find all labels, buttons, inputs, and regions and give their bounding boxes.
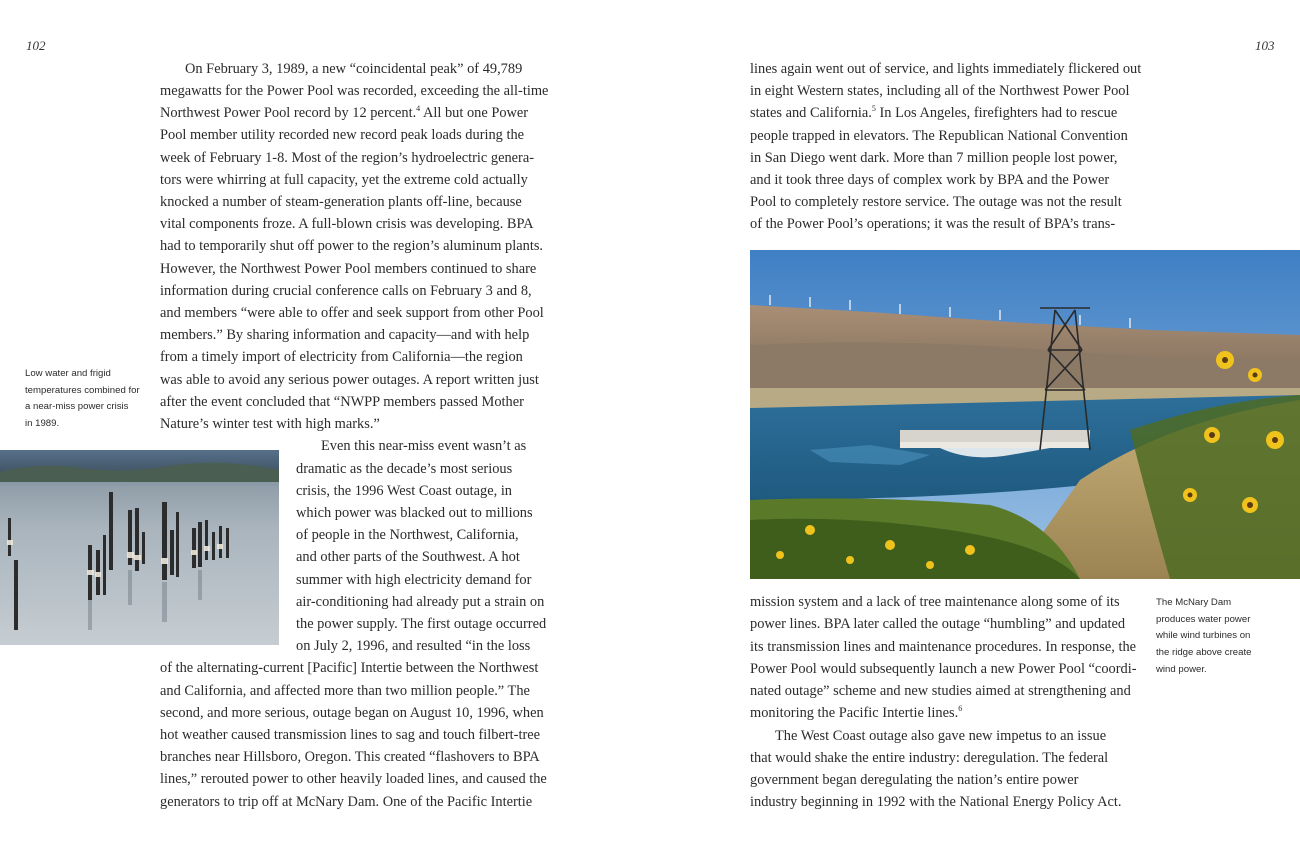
text-line: information during crucial conference calls on February 3 and 8, bbox=[160, 283, 532, 299]
text-line: members.” By sharing information and capacity—and with help bbox=[160, 327, 530, 343]
text-line: Pool member utility recorded new record peak loads during the bbox=[160, 127, 525, 143]
text-line: lines again went out of service, and lights immediately flickered out bbox=[750, 61, 1142, 77]
text-line: of people in the Northwest, California, bbox=[296, 527, 519, 543]
text-line: which power was blacked out to millions bbox=[296, 505, 533, 521]
text-line: hot weather caused transmission lines to sag and touch filbert-tree bbox=[160, 727, 541, 743]
text-line: in San Diego went dark. More than 7 million people lost power, bbox=[750, 150, 1118, 166]
text-line: of the Power Pool’s operations; it was the result of BPA’s trans- bbox=[750, 216, 1116, 232]
text-line: crisis, the 1996 West Coast outage, in bbox=[296, 483, 513, 499]
text-line: lines,” rerouted power to other heavily loaded lines, and caused the bbox=[160, 771, 547, 787]
text-line: Even this near-miss event wasn’t as bbox=[321, 438, 527, 454]
text-line: industry beginning in 1992 with the National Energy Policy Act. bbox=[750, 794, 1122, 810]
text-line: had to temporarily shut off power to the region’s aluminum plants. bbox=[160, 238, 544, 254]
text-line: air-conditioning had already put a strain on bbox=[296, 594, 545, 610]
text-line: The West Coast outage also gave new impetus to an issue bbox=[775, 728, 1107, 744]
text-line: Power Pool would subsequently launch a new Power Pool “coordi- bbox=[750, 661, 1137, 677]
text-line: the power supply. The first outage occurred bbox=[296, 616, 547, 632]
text-line: dramatic as the decade’s most serious bbox=[296, 461, 513, 477]
text-line: mission system and a lack of tree maintenance along some of its bbox=[750, 594, 1120, 610]
page-number-right: 103 bbox=[1255, 38, 1275, 53]
photo-caption-left: Low water and frigid temperatures combined for a near-miss power crisis in 1989. bbox=[25, 368, 140, 430]
text-line: branches near Hillsboro, Oregon. This created “flashovers to BPA bbox=[160, 749, 540, 765]
text-line: Nature’s winter test with high marks.” bbox=[160, 416, 380, 432]
page-number-left: 102 bbox=[26, 38, 46, 53]
text-line: of the alternating-current [Pacific] Intertie between the Northwest bbox=[160, 660, 539, 676]
text-line: and members “were able to offer and seek support from other Pool bbox=[160, 305, 544, 321]
text-line: people trapped in elevators. The Republican National Convention bbox=[750, 128, 1128, 144]
text-line: Northwest Power Pool record by 12 percent.$^4$ All but one Power bbox=[160, 104, 529, 121]
text-line: and it took three days of complex work by BPA and the Power bbox=[750, 172, 1110, 188]
text-line: and California, and affected more than two million people.” The bbox=[160, 683, 530, 699]
text-line: knocked a number of steam-generation plants off-line, because bbox=[160, 194, 522, 210]
text-line: power lines. BPA later called the outage “humbling” and updated bbox=[750, 616, 1126, 632]
text-line: in eight Western states, including all of the Northwest Power Pool bbox=[750, 83, 1130, 99]
text-line: vital components froze. A full-blown crisis was developing. BPA bbox=[160, 216, 534, 232]
text-line: nated outage” scheme and new studies aimed at strengthening and bbox=[750, 683, 1131, 699]
text-line: However, the Northwest Power Pool members continued to share bbox=[160, 261, 537, 277]
text-line: megawatts for the Power Pool was recorded, exceeding the all-time bbox=[160, 83, 549, 99]
text-line: government began deregulating the nation’s entire power bbox=[750, 772, 1079, 788]
text-line: On February 3, 1989, a new “coincidental peak” of 49,789 bbox=[185, 61, 523, 77]
text-line: on July 2, 1996, and resulted “in the loss bbox=[296, 638, 531, 654]
text-line: tors were whirring at full capacity, yet the extreme cold actually bbox=[160, 172, 528, 188]
footnote-marker: 6 bbox=[958, 704, 963, 714]
footnote-marker: 4 bbox=[416, 104, 421, 114]
footnote-marker: 5 bbox=[871, 104, 876, 114]
river-pilings-photo bbox=[0, 450, 279, 645]
photo-caption-right: The McNary Dam produces water power while wind turbines on the ridge above create wind power. bbox=[1156, 597, 1252, 675]
text-line: second, and more serious, outage began on August 10, 1996, when bbox=[160, 705, 544, 721]
text-line: generators to trip off at McNary Dam. One of the Pacific Intertie bbox=[160, 794, 533, 810]
text-line: was able to avoid any serious power outages. A report written just bbox=[160, 372, 539, 388]
text-line: states and California.$^5$ In Los Angeles, firefighters had to rescue bbox=[750, 104, 1118, 121]
text-line: after the event concluded that “NWPP members passed Mother bbox=[160, 394, 524, 410]
text-line: monitoring the Pacific Intertie lines.$^6$ bbox=[750, 704, 963, 721]
text-line: Pool to completely restore service. The outage was not the result bbox=[750, 194, 1122, 210]
text-line: from a timely import of electricity from California—the region bbox=[160, 349, 523, 365]
text-line: summer with high electricity demand for bbox=[296, 572, 532, 588]
mcnary-dam-photo bbox=[750, 250, 1300, 579]
text-line: that would shake the entire industry: deregulation. The federal bbox=[750, 750, 1109, 766]
text-line: its transmission lines and maintenance procedures. In response, the bbox=[750, 639, 1137, 655]
text-line: and other parts of the Southwest. A hot bbox=[296, 549, 520, 565]
text-line: week of February 1-8. Most of the region’s hydroelectric genera- bbox=[160, 150, 535, 166]
